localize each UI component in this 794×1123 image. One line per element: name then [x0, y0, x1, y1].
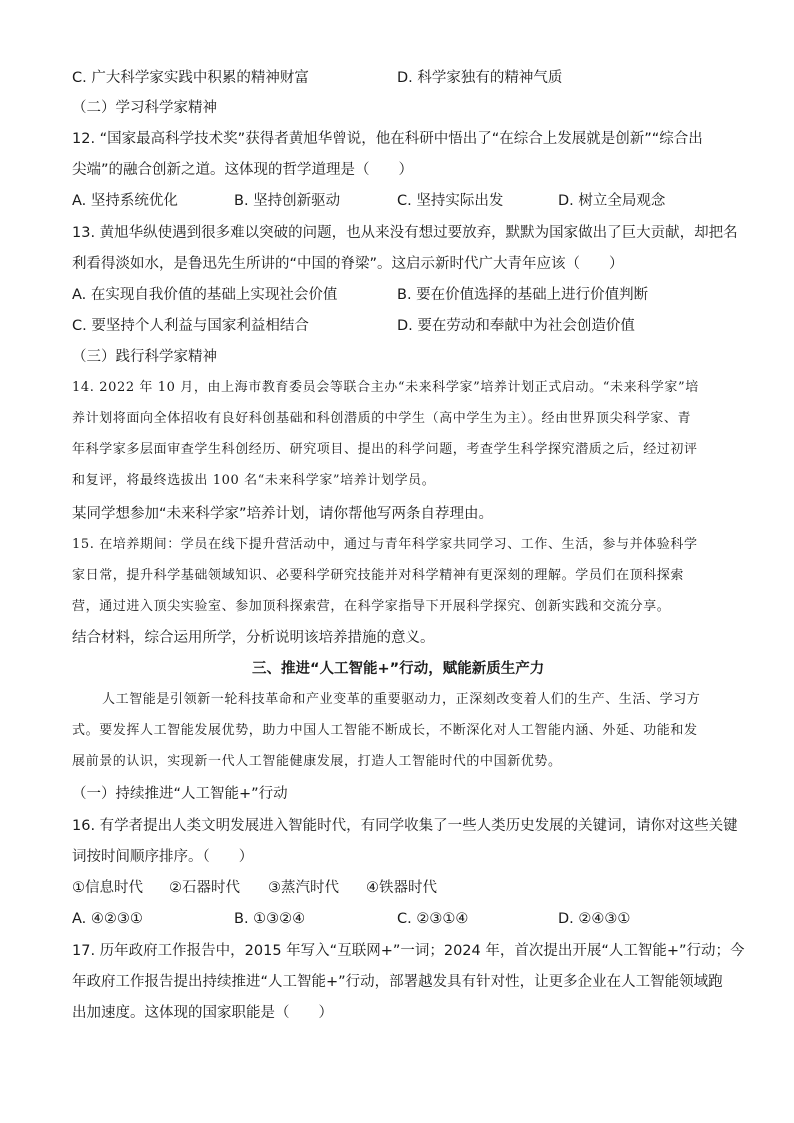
- q17-stem-line2: 年政府工作报告提出持续推进“人工智能+”行动，部署越发具有针对性，让更多企业在人工智能领域跑: [72, 974, 723, 990]
- q16-stem-line2: 词按时间顺序排序。（ ）: [72, 849, 254, 865]
- intro-line1: 人工智能是引领新一轮科技革命和产业变革的重要驱动力，正深刻改变着人们的生产、生活、学习方: [102, 692, 701, 707]
- q17-stem-line1: 17. 历年政府工作报告中，2015 年写入“互联网+”一词；2024 年，首次提出开展“人工智能+”行动；今: [72, 943, 745, 959]
- q12-option-d: D. 树立全局观念: [558, 193, 666, 209]
- q15-material-line1: 15. 在培养期间：学员在线下提升营活动中，通过与青年科学家共同学习、工作、生活，参与并体验科学: [72, 537, 698, 552]
- q15-material-line2: 家日常，提升科学基础领域知识、必要科学研究技能并对科学精神有更深刻的理解。学员们在顶科探索: [72, 568, 685, 583]
- q15-question: 结合材料，综合运用所学，分析说明该培养措施的意义。: [72, 630, 435, 646]
- q16-option-a: A. ④②③①: [72, 911, 143, 927]
- intro-line2: 式。要发挥人工智能发展优势，助力中国人工智能不断成长，不断深化对人工智能内涵、外延、功能和发: [72, 723, 698, 738]
- q12-option-b: B. 坚持创新驱动: [234, 193, 341, 209]
- q13-option-d: D. 要在劳动和奉献中为社会创造价值: [397, 318, 635, 334]
- q13-option-c: C. 要坚持个人利益与国家利益相结合: [72, 318, 309, 334]
- q11-option-d: D. 科学家独有的精神气质: [397, 70, 563, 86]
- subsection-heading-1: （一）持续推进“人工智能+”行动: [72, 786, 288, 802]
- q16-option-b: B. ①③②④: [234, 911, 306, 927]
- part3-title: 三、推进“人工智能+”行动，赋能新质生产力: [252, 661, 545, 677]
- q14-question: 某同学想参加“未来科学家”培养计划，请你帮他写两条自荐理由。: [72, 506, 494, 522]
- q16-stem-line1: 16. 有学者提出人类文明发展进入智能时代，有同学收集了一些人类历史发展的关键词，请你对这些关键: [72, 818, 738, 834]
- q15-material-line3: 营，通过进入顶尖实验室、参加顶科探索营，在科学家指导下开展科学探究、创新实践和交流分享。: [72, 599, 671, 614]
- q16-item-1: ①信息时代: [72, 880, 143, 896]
- q17-stem-line3: 出加速度。这体现的国家职能是（ ）: [72, 1005, 333, 1021]
- q12-stem-line2: 尖端”的融合创新之道。这体现的哲学道理是（ ）: [72, 162, 414, 178]
- q13-stem-line1: 13. 黄旭华纵使遇到很多难以突破的问题，也从来没有想过要放弃，默默为国家做出了巨大贡献，却把名: [72, 225, 738, 241]
- section-heading-3: （三）践行科学家精神: [72, 349, 217, 365]
- q12-stem-line1: 12. “国家最高科学技术奖”获得者黄旭华曾说，他在科研中悟出了“在综合上发展就是创新”“综合出: [72, 131, 703, 147]
- q16-option-c: C. ②③①④: [397, 911, 469, 927]
- q13-option-b: B. 要在价值选择的基础上进行价值判断: [397, 287, 649, 303]
- intro-line3: 展前景的认识，实现新一代人工智能健康发展，打造人工智能时代的中国新优势。: [72, 754, 562, 769]
- q16-option-d: D. ②④③①: [558, 911, 631, 927]
- q16-item-2: ②石器时代: [169, 880, 240, 896]
- q13-option-a: A. 在实现自我价值的基础上实现社会价值: [72, 287, 338, 303]
- q14-material-line2: 养计划将面向全体招收有良好科创基础和科创潜质的中学生（高中学生为主）。经由世界顶尖科学家、青: [72, 411, 692, 426]
- q14-material-line1: 14. 2022 年 10 月，由上海市教育委员会等联合主办“未来科学家”培养计划正式启动。“未来科学家”培: [72, 380, 699, 395]
- q14-material-line3: 年科学家多层面审查学生科创经历、研究项目、提出的科学问题，考查学生科学探究潜质之后，经过初评: [72, 442, 698, 457]
- section-heading-2: （二）学习科学家精神: [72, 100, 217, 116]
- q16-item-3: ③蒸汽时代: [268, 880, 339, 896]
- q14-material-line4: 和复评，将最终选拔出 100 名“未来科学家”培养计划学员。: [72, 473, 436, 488]
- q12-option-c: C. 坚持实际出发: [397, 193, 504, 209]
- q11-option-c: C. 广大科学家实践中积累的精神财富: [72, 70, 309, 86]
- q13-stem-line2: 利看得淡如水，是鲁迅先生所讲的“中国的脊梁”。这启示新时代广大青年应该（ ）: [72, 256, 624, 272]
- q12-option-a: A. 坚持系统优化: [72, 193, 178, 209]
- q16-item-4: ④铁器时代: [366, 880, 437, 896]
